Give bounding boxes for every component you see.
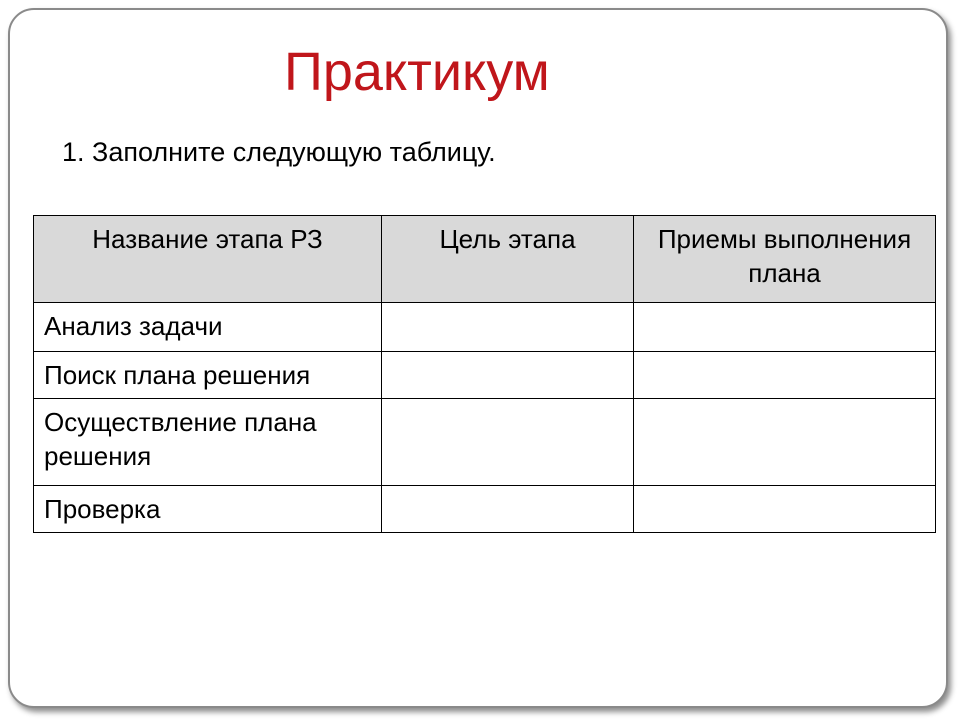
slide-title: Практикум bbox=[284, 42, 550, 102]
plan-methods-cell[interactable] bbox=[634, 486, 936, 533]
plan-methods-cell[interactable] bbox=[634, 352, 936, 399]
stage-goal-cell[interactable] bbox=[382, 399, 634, 486]
table-row bbox=[34, 486, 936, 533]
table-header-row bbox=[34, 216, 936, 303]
stage-goal-cell[interactable] bbox=[382, 303, 634, 352]
table-row bbox=[34, 352, 936, 399]
stage-goal-cell[interactable] bbox=[382, 352, 634, 399]
column-header-plan-methods: Приемы выполнения плана bbox=[634, 216, 936, 303]
task-instruction: 1. Заполните следующую таблицу. bbox=[62, 137, 496, 167]
stage-name-cell: Осуществление плана решения bbox=[34, 399, 382, 486]
column-header-stage-goal: Цель этапа bbox=[382, 216, 634, 303]
table-row bbox=[34, 399, 936, 486]
plan-methods-cell[interactable] bbox=[634, 399, 936, 486]
stage-name-cell: Анализ задачи bbox=[34, 303, 382, 352]
stage-name-cell: Поиск плана решения bbox=[34, 352, 382, 399]
stage-name-cell: Проверка bbox=[34, 486, 382, 533]
column-header-stage-name: Название этапа РЗ bbox=[34, 216, 382, 303]
plan-methods-cell[interactable] bbox=[634, 303, 936, 352]
table-row bbox=[34, 303, 936, 352]
stages-table bbox=[33, 215, 936, 533]
stage-goal-cell[interactable] bbox=[382, 486, 634, 533]
